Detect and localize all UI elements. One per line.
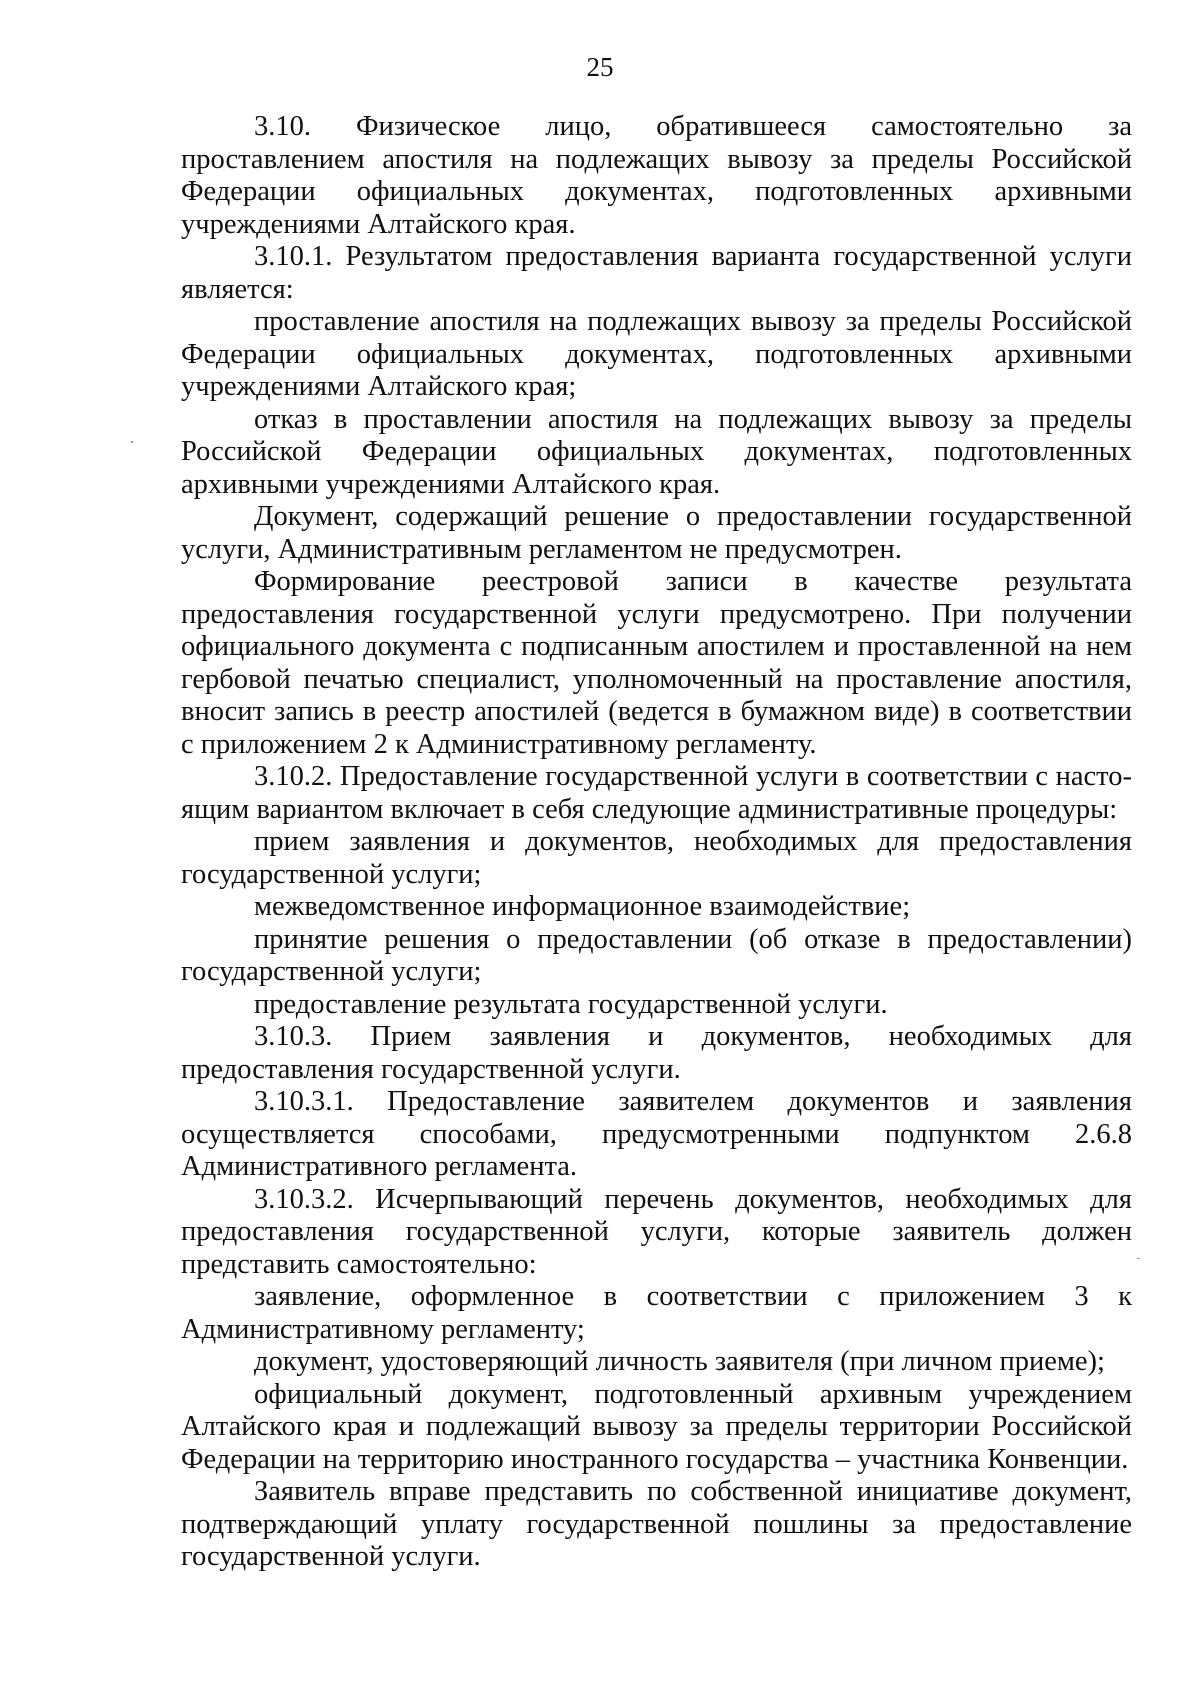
paragraph-procedure-result: предоставление результата государственной услуги. — [254, 988, 888, 1020]
paragraph-decision-document: Документ, содержащий решение о предоставлении государственной услуги, Административным регламентом не предусмотрен. — [181, 501, 1132, 565]
paragraph-doc-application: заявление, оформленное в соответствии с приложением 3 к Административному регламенту; — [181, 1281, 1132, 1345]
paragraph-fee-document: Заявитель вправе представить по собственной инициативе документ, подтверждающий уплату государственной пошлины за предоставление государственной услуги. — [181, 1476, 1132, 1572]
document-body — [181, 111, 1132, 1574]
paragraph-registry-record: Формирование реестровой записи в качестве результата предоставления государственной услуги предусмотрено. При получении официального документа с подписанным апостилем и проставленной на нем гербовой печатью специалист, уполномоченный на проставление апостиля, вносит запись в реестр апостилей (ведется в бумажном виде) в соответствии с приложением 2 к Административному регламенту. — [181, 566, 1132, 760]
paragraph-3-10-3: 3.10.3. Прием заявления и документов, необходимых для предоставления государственной услуги. — [181, 1021, 1132, 1085]
paragraph-3-10-3-2: 3.10.3.2. Исчерпывающий перечень документов, необходимых для предоставления государственной услуги, которые заявитель должен представить самостоятельно: — [181, 1183, 1132, 1280]
paragraph-doc-official: официальный документ, подготовленный архивным учреждением Алтайского края и подлежащий вывозу за пределы территории Российской Федерации на территорию иностранного государства – участника Конвенции. — [181, 1378, 1132, 1475]
paragraph-3-10: 3.10. Физическое лицо, обратившееся самостоятельно за проставлением апостиля на подлежащих вывозу за пределы Российской Федерации официальных документах, подготовленных архивными учреждениями Алтайского края. — [181, 111, 1132, 240]
paragraph-procedure-reception: прием заявления и документов, необходимых для предоставления государственной услуги; — [181, 826, 1132, 890]
paragraph-result-refusal: отказ в проставлении апостиля на подлежащих вывозу за пределы Российской Федерации официальных документах, подготовленных архивными учреждениями Алтайского края. — [181, 403, 1132, 500]
paragraph-doc-identity: документ, удостоверяющий личность заявителя (при личном приеме); — [254, 1346, 1105, 1377]
paragraph-procedure-decision: принятие решения о предоставлении (об отказе в предоставлении) государственной услуги; — [181, 923, 1132, 987]
scan-speck — [131, 441, 133, 443]
page-number: 25 — [586, 52, 614, 82]
paragraph-procedure-interagency: межведомственное информационное взаимодействие; — [254, 891, 911, 922]
paragraph-3-10-3-1: 3.10.3.1. Предоставление заявителем документов и заявления осуществляется способами, предусмотренными подпунктом 2.6.8 Административного регламента. — [181, 1086, 1132, 1182]
scan-speck — [1137, 1258, 1140, 1259]
paragraph-3-10-2: 3.10.2. Предоставление государственной услуги в соответствии с насто-ящим вариантом включает в себя следующие административные процедуры: — [181, 761, 1132, 825]
paragraph-3-10-1: 3.10.1. Результатом предоставления варианта государственной услуги является: — [181, 241, 1132, 305]
paragraph-result-apostille: проставление апостиля на подлежащих вывозу за пределы Российской Федерации официальных документах, подготовленных архивными учреждениями Алтайского края; — [181, 306, 1132, 402]
